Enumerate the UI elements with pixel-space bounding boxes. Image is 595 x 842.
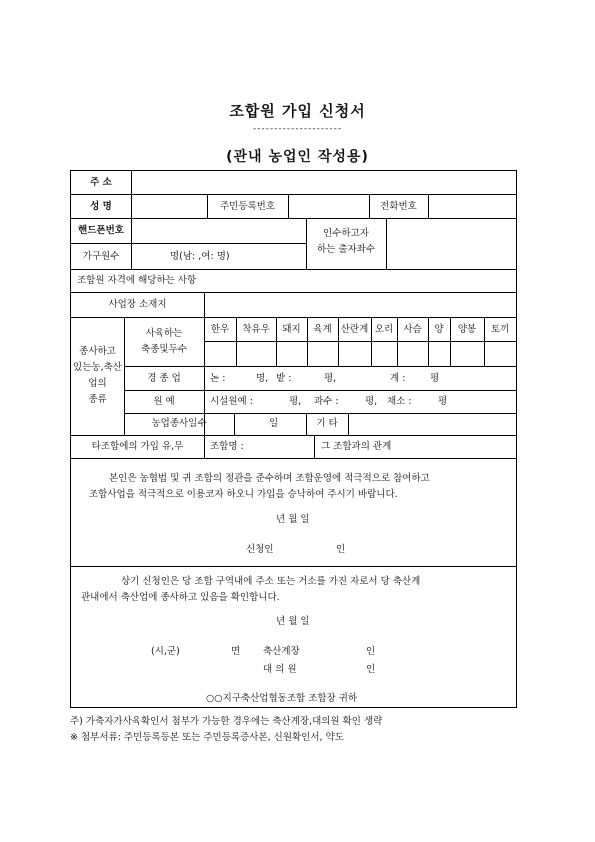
livestock-label-1: 사육하는	[145, 328, 183, 339]
livestock-type: 육계	[313, 324, 332, 335]
livestock-type: 양	[434, 324, 444, 335]
farm-type-label-2: 있는농,축산	[73, 362, 122, 373]
farming-item: 밭 :	[276, 373, 292, 384]
town-label: 면	[231, 646, 241, 657]
livestock-type: 오리	[374, 324, 394, 335]
note-1: 주) 가축자가사육확인서 첨부가 가능한 경우에는 축산계장,대의원 확인 생략	[70, 716, 383, 727]
row-divider	[124, 366, 516, 367]
coop-name-label: 조합명 :	[210, 441, 244, 452]
farming-item: 명,	[256, 373, 269, 384]
application-form-table	[70, 170, 517, 708]
col-divider	[288, 194, 289, 218]
resident-number-label: 주민등록번호	[219, 201, 276, 212]
household-label: 가구원수	[82, 251, 120, 262]
phone-label: 전화번호	[380, 201, 417, 212]
row-divider	[71, 458, 516, 459]
livestock-type: 토끼	[490, 324, 510, 335]
investment-label-2: 하는 출자좌수	[316, 244, 376, 255]
chief-seal: 인	[366, 646, 376, 657]
farming-label: 경 종 업	[147, 373, 181, 384]
row-divider	[71, 566, 516, 567]
applicant-label: 신청인	[246, 544, 274, 555]
confirmation-text-1: 상기 신청인은 당 조합 구역내에 주소 또는 거소를 가진 자로서 당 축산계	[121, 576, 421, 587]
document-subtitle: (관내 농업인 작성용)	[226, 149, 369, 165]
mobile-label: 핸드폰번호	[78, 225, 124, 236]
col-divider	[348, 413, 349, 435]
application-text-2: 조합사업을 적극적으로 이용코자 하오니 가입을 승낙하여 주시기 바랍니다.	[89, 489, 398, 500]
col-divider	[234, 413, 235, 435]
row-divider	[124, 390, 516, 391]
farming-item: 평,	[324, 373, 337, 384]
application-text-1: 본인은 농협법 및 귀 조합의 정관을 준수하며 조합운영에 적극적으로 참여하고	[109, 473, 430, 484]
farm-type-label-1: 종사하고	[79, 346, 116, 357]
horticulture-item: 시설원예 :	[210, 396, 253, 407]
livestock-label-2: 축종및두수	[141, 344, 187, 355]
farm-type-label-4: 종류	[88, 394, 107, 405]
address-label: 주 소	[90, 177, 112, 188]
region-label: (시,군)	[151, 646, 180, 657]
application-date: 년 월 일	[276, 514, 310, 525]
row-divider	[124, 413, 516, 414]
chief-label: 축산계장	[263, 646, 300, 657]
addressee: ○○지구축산업협동조합 조합장 귀하	[206, 693, 358, 704]
horticulture-item: 과수 :	[314, 396, 339, 407]
livestock-type: 양봉	[457, 324, 477, 335]
col-divider	[428, 194, 429, 218]
col-divider	[131, 171, 132, 269]
document-title: 조합원 가입 신청서	[229, 102, 366, 120]
livestock-type: 산란계	[340, 324, 369, 335]
horticulture-label: 원 예	[153, 396, 175, 407]
title-divider: ---------------------	[252, 124, 343, 134]
livestock-type: 사슴	[403, 324, 422, 335]
note-2: ※ 첨부서류: 주민등록등본 또는 주민등록증사본, 신원확인서, 약도	[70, 732, 344, 743]
livestock-type: 한우	[210, 324, 230, 335]
applicant-seal: 인	[336, 544, 346, 555]
livestock-type: 착유우	[242, 324, 270, 335]
name-label: 성 명	[90, 201, 112, 212]
col-divider	[306, 218, 307, 269]
farming-item: 계 :	[390, 373, 406, 384]
row-divider	[71, 218, 516, 219]
business-location-label: 사업장 소재지	[108, 299, 167, 310]
row-divider	[71, 194, 516, 195]
coop-relation-label: 그 조합과의 관계	[321, 441, 392, 452]
row-divider	[204, 341, 516, 342]
working-days-label: 농업종사일수	[151, 418, 207, 429]
horticulture-item: 평,	[289, 396, 302, 407]
qualification-section-label: 조합원 자격에 해당하는 사항	[77, 275, 197, 286]
row-divider	[71, 435, 516, 436]
farming-item: 평	[430, 373, 440, 384]
livestock-type: 돼지	[282, 324, 301, 335]
col-divider	[386, 218, 387, 269]
col-divider	[204, 292, 205, 458]
row-divider	[71, 269, 516, 270]
horticulture-item: 평	[438, 396, 448, 407]
other-label: 기 타	[316, 418, 338, 429]
col-divider	[314, 435, 315, 458]
rep-seal: 인	[366, 664, 376, 675]
other-coop-label: 타조합에의 가입 유,무	[91, 441, 184, 452]
farm-type-label-3: 업의	[88, 378, 107, 389]
row-divider	[71, 292, 516, 293]
confirmation-text-2: 관내에서 축산업에 종사하고 있음을 확인합니다.	[81, 592, 280, 603]
farming-item: 논 :	[210, 373, 226, 384]
row-divider	[71, 243, 306, 244]
rep-label: 대 의 원	[263, 664, 297, 675]
confirmation-date: 년 월 일	[276, 616, 310, 627]
working-days-unit: 일	[269, 418, 279, 429]
household-value: 명(남: ,여: 명)	[170, 251, 230, 262]
investment-label-1: 인수하고자	[323, 228, 369, 239]
horticulture-item: 채소 :	[387, 396, 412, 407]
horticulture-item: 평,	[365, 396, 378, 407]
